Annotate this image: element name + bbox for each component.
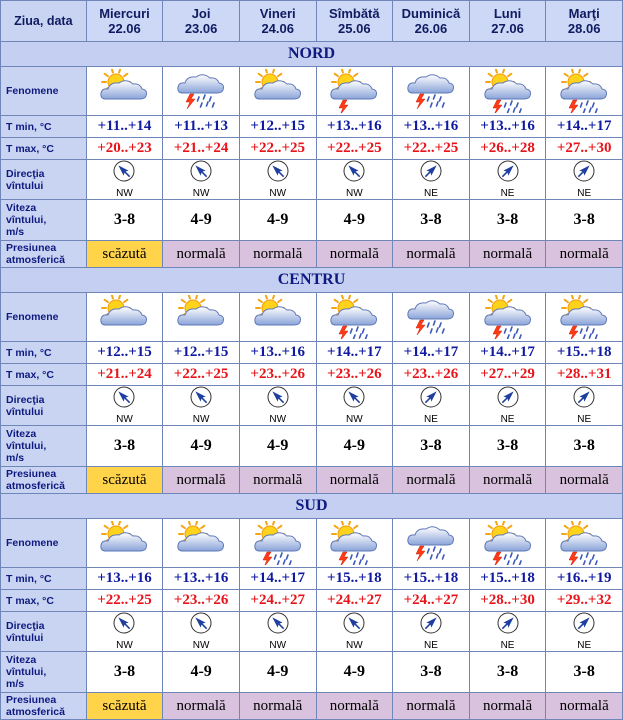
tmax-value: +22..+25	[86, 590, 163, 612]
tmax-value: +22..+25	[393, 138, 470, 160]
phenomena-cell	[86, 67, 163, 116]
day-date: 25.06	[338, 21, 371, 36]
tmax-value: +22..+25	[163, 364, 240, 386]
day-header	[469, 1, 546, 42]
day-name: Sîmbătă	[329, 6, 380, 21]
phenomena-cell	[86, 293, 163, 342]
sun-cloud-thunder-rain-icon	[546, 69, 622, 113]
compass-arrow-icon	[497, 386, 519, 413]
wind-direction	[87, 160, 163, 199]
phenomena-cell	[163, 67, 240, 116]
wind-direction-text: NW	[269, 414, 287, 425]
wind-speed-value: 3-8	[393, 200, 470, 241]
wind-direction-cell	[469, 160, 546, 200]
phenomena-cell	[546, 293, 623, 342]
wind-direction-cell	[239, 612, 316, 652]
wind-direction-text: NE	[423, 640, 438, 651]
compass-arrow-icon	[267, 386, 289, 413]
phenomena-row	[1, 67, 623, 116]
cloud-thunder-rain-icon	[393, 69, 469, 113]
sun-cloud-icon	[163, 295, 239, 339]
tmax-value: +27..+29	[469, 364, 546, 386]
tmin-value: +11..+14	[86, 116, 163, 138]
label-line: Presiunea	[6, 242, 57, 254]
tmax-row	[1, 590, 623, 612]
wind-direction-label	[1, 386, 87, 426]
day-header	[239, 1, 316, 42]
tmax-value: +27..+30	[546, 138, 623, 160]
compass-arrow-icon	[497, 160, 519, 187]
day-date: 24.06	[261, 21, 294, 36]
phenomena-cell	[469, 293, 546, 342]
tmax-value: +29..+32	[546, 590, 623, 612]
phenomena-cell	[239, 519, 316, 568]
wind-direction	[240, 160, 316, 199]
wind-speed-label	[1, 652, 87, 693]
wind-direction	[393, 160, 469, 199]
sun-cloud-icon	[87, 295, 163, 339]
cloud-thunder-rain-icon	[163, 69, 239, 113]
compass-arrow-icon	[343, 160, 365, 187]
wind-direction-cell	[163, 160, 240, 200]
tmin-value: +15..+18	[393, 568, 470, 590]
tmax-row	[1, 364, 623, 386]
pressure-label	[1, 241, 87, 268]
wind-direction-text: NW	[345, 188, 363, 199]
phenomena-row	[1, 519, 623, 568]
wind-direction	[546, 612, 622, 651]
wind-speed-value: 3-8	[393, 426, 470, 467]
sun-cloud-icon	[87, 69, 163, 113]
tmin-row	[1, 342, 623, 364]
compass-arrow-icon	[267, 160, 289, 187]
label-line: atmosferică	[6, 480, 65, 492]
wind-direction-cell	[316, 160, 393, 200]
pressure-value: normală	[469, 241, 546, 268]
sun-cloud-icon	[240, 69, 316, 113]
wind-direction	[317, 160, 393, 199]
compass-arrow-icon	[343, 386, 365, 413]
tmin-label: T min, °C	[1, 116, 87, 138]
compass-arrow-icon	[573, 612, 595, 639]
region-header-row	[1, 268, 623, 293]
wind-direction-cell	[469, 386, 546, 426]
tmin-value: +14..+17	[393, 342, 470, 364]
sun-cloud-thunder-rain-icon	[470, 521, 546, 565]
header-row	[1, 1, 623, 42]
wind-speed-value: 3-8	[546, 426, 623, 467]
wind-direction-cell	[163, 612, 240, 652]
wind-direction-text: NW	[345, 414, 363, 425]
pressure-value: normală	[316, 693, 393, 720]
sun-cloud-thunder-rain-icon	[240, 521, 316, 565]
pressure-value: normală	[239, 693, 316, 720]
compass-arrow-icon	[497, 612, 519, 639]
wind-direction-text: NW	[269, 188, 287, 199]
wind-direction-text: NE	[577, 188, 592, 199]
sun-cloud-thunder-icon	[317, 69, 393, 113]
wind-direction-cell	[163, 386, 240, 426]
phenomena-cell	[469, 519, 546, 568]
compass-arrow-icon	[343, 612, 365, 639]
phenomena-cell	[393, 293, 470, 342]
wind-direction-text: NE	[423, 188, 438, 199]
tmax-label: T max, °C	[1, 364, 87, 386]
phenomena-cell	[239, 67, 316, 116]
cloud-thunder-rain-icon	[393, 521, 469, 565]
pressure-value: normală	[239, 467, 316, 494]
label-line: Viteza	[6, 202, 37, 214]
pressure-value: scăzută	[86, 241, 163, 268]
compass-arrow-icon	[420, 386, 442, 413]
wind-direction	[393, 612, 469, 651]
label-line: m/s	[6, 226, 25, 238]
pressure-value: normală	[239, 241, 316, 268]
wind-direction-text: NE	[500, 188, 515, 199]
region-header-row	[1, 42, 623, 67]
tmax-label: T max, °C	[1, 590, 87, 612]
wind-direction	[317, 612, 393, 651]
pressure-value: normală	[393, 241, 470, 268]
wind-direction-text: NW	[192, 188, 210, 199]
label-line: Viteza	[6, 428, 37, 440]
wind-speed-row	[1, 200, 623, 241]
label-line: Direcţia	[6, 393, 45, 406]
day-name: Luni	[493, 6, 522, 21]
label-line: vîntului,	[6, 440, 47, 452]
pressure-value: normală	[393, 467, 470, 494]
wind-speed-value: 3-8	[469, 426, 546, 467]
wind-direction	[317, 386, 393, 425]
phenomena-cell	[393, 519, 470, 568]
tmin-label: T min, °C	[1, 342, 87, 364]
wind-speed-value: 4-9	[163, 200, 240, 241]
tmin-value: +11..+13	[163, 116, 240, 138]
label-line: m/s	[6, 678, 25, 690]
tmax-value: +21..+24	[163, 138, 240, 160]
day-header	[86, 1, 163, 42]
tmin-value: +15..+18	[469, 568, 546, 590]
wind-direction-text: NE	[500, 640, 515, 651]
tmin-value: +12..+15	[239, 116, 316, 138]
compass-arrow-icon	[190, 160, 212, 187]
wind-direction	[393, 386, 469, 425]
phenomena-cell	[316, 519, 393, 568]
wind-direction-row	[1, 160, 623, 200]
sun-cloud-icon	[87, 521, 163, 565]
day-name: Vineri	[259, 6, 296, 21]
phenomena-label: Fenomene	[1, 293, 87, 342]
label-line: vîntului	[6, 179, 44, 192]
wind-direction-text: NW	[116, 188, 133, 199]
phenomena-cell	[86, 519, 163, 568]
sun-cloud-thunder-rain-icon	[470, 295, 546, 339]
wind-speed-row	[1, 426, 623, 467]
tmin-value: +13..+16	[469, 116, 546, 138]
pressure-value: normală	[393, 693, 470, 720]
day-header	[546, 1, 623, 42]
wind-direction-row	[1, 386, 623, 426]
wind-speed-label	[1, 200, 87, 241]
wind-direction-cell	[469, 612, 546, 652]
sun-cloud-thunder-rain-icon	[546, 295, 622, 339]
wind-speed-value: 4-9	[163, 652, 240, 693]
pressure-row	[1, 241, 623, 268]
tmax-value: +21..+24	[86, 364, 163, 386]
label-line: Presiunea	[6, 694, 57, 706]
wind-speed-value: 3-8	[86, 200, 163, 241]
wind-direction	[470, 160, 546, 199]
day-name: Marţi	[568, 6, 600, 21]
wind-direction-cell	[86, 386, 163, 426]
wind-direction	[470, 386, 546, 425]
label-line: Presiunea	[6, 468, 57, 480]
day-date: 28.06	[567, 21, 601, 36]
day-date: 23.06	[184, 21, 218, 36]
tmin-value: +14..+17	[239, 568, 316, 590]
pressure-value: scăzută	[86, 467, 163, 494]
compass-arrow-icon	[190, 612, 212, 639]
label-line: Direcţia	[6, 167, 45, 180]
tmin-value: +16..+19	[546, 568, 623, 590]
label-line: vîntului,	[6, 214, 47, 226]
wind-speed-value: 4-9	[316, 426, 393, 467]
wind-direction-row	[1, 612, 623, 652]
sun-cloud-icon	[163, 521, 239, 565]
label-line: vîntului	[6, 405, 44, 418]
wind-direction	[240, 612, 316, 651]
day-header	[163, 1, 240, 42]
sun-cloud-icon	[240, 295, 316, 339]
tmin-value: +12..+15	[163, 342, 240, 364]
wind-direction-cell	[239, 386, 316, 426]
wind-speed-value: 4-9	[163, 426, 240, 467]
tmin-value: +13..+16	[316, 116, 393, 138]
pressure-value: scăzută	[86, 693, 163, 720]
wind-direction-cell	[546, 612, 623, 652]
wind-direction-text: NW	[116, 414, 133, 425]
pressure-value: normală	[316, 241, 393, 268]
wind-speed-value: 3-8	[393, 652, 470, 693]
day-name: Miercuri	[99, 6, 150, 21]
wind-direction	[546, 386, 622, 425]
tmax-value: +22..+25	[239, 138, 316, 160]
tmax-value: +28..+31	[546, 364, 623, 386]
tmin-value: +13..+16	[163, 568, 240, 590]
wind-direction-cell	[546, 160, 623, 200]
wind-speed-value: 3-8	[469, 200, 546, 241]
wind-direction	[87, 612, 163, 651]
corner-label: Ziua, data	[1, 1, 87, 42]
compass-arrow-icon	[420, 612, 442, 639]
tmax-value: +24..+27	[239, 590, 316, 612]
tmin-value: +15..+18	[316, 568, 393, 590]
pressure-value: normală	[546, 467, 623, 494]
compass-arrow-icon	[573, 160, 595, 187]
tmin-label: T min, °C	[1, 568, 87, 590]
wind-speed-value: 4-9	[239, 426, 316, 467]
wind-direction-cell	[316, 386, 393, 426]
label-line: Direcţia	[6, 619, 45, 632]
wind-direction-label	[1, 160, 87, 200]
wind-direction	[87, 386, 163, 425]
tmax-value: +23..+26	[239, 364, 316, 386]
phenomena-cell	[163, 519, 240, 568]
wind-direction-cell	[393, 612, 470, 652]
wind-direction-cell	[239, 160, 316, 200]
day-date: 22.06	[108, 21, 141, 36]
day-name: Joi	[191, 6, 211, 21]
wind-direction-cell	[86, 612, 163, 652]
region-name: SUD	[1, 494, 623, 519]
pressure-row	[1, 467, 623, 494]
wind-direction-cell	[86, 160, 163, 200]
day-date: 26.06	[414, 21, 448, 36]
day-header	[316, 1, 393, 42]
wind-speed-value: 4-9	[239, 200, 316, 241]
pressure-value: normală	[469, 467, 546, 494]
sun-cloud-thunder-rain-icon	[317, 521, 393, 565]
phenomena-cell	[469, 67, 546, 116]
pressure-value: normală	[163, 241, 240, 268]
wind-direction	[546, 160, 622, 199]
tmax-value: +28..+30	[469, 590, 546, 612]
wind-direction-text: NE	[577, 414, 592, 425]
pressure-value: normală	[469, 693, 546, 720]
tmin-value: +13..+16	[393, 116, 470, 138]
wind-speed-value: 3-8	[86, 652, 163, 693]
phenomena-cell	[163, 293, 240, 342]
wind-direction-text: NW	[192, 414, 210, 425]
phenomena-label: Fenomene	[1, 67, 87, 116]
wind-speed-value: 4-9	[316, 652, 393, 693]
wind-speed-value: 3-8	[469, 652, 546, 693]
region-name: CENTRU	[1, 268, 623, 293]
sun-cloud-thunder-rain-icon	[546, 521, 622, 565]
tmax-value: +20..+23	[86, 138, 163, 160]
tmax-row	[1, 138, 623, 160]
compass-arrow-icon	[267, 612, 289, 639]
pressure-value: normală	[316, 467, 393, 494]
pressure-value: normală	[163, 693, 240, 720]
tmax-value: +26..+28	[469, 138, 546, 160]
pressure-row	[1, 693, 623, 720]
wind-direction	[240, 386, 316, 425]
phenomena-cell	[316, 293, 393, 342]
wind-speed-value: 4-9	[316, 200, 393, 241]
phenomena-cell	[546, 519, 623, 568]
wind-speed-value: 3-8	[86, 426, 163, 467]
wind-speed-value: 3-8	[546, 200, 623, 241]
tmin-value: +13..+16	[86, 568, 163, 590]
label-line: m/s	[6, 452, 25, 464]
compass-arrow-icon	[190, 386, 212, 413]
wind-speed-value: 4-9	[239, 652, 316, 693]
tmin-row	[1, 116, 623, 138]
wind-direction-text: NE	[577, 640, 592, 651]
phenomena-cell	[393, 67, 470, 116]
wind-speed-value: 3-8	[546, 652, 623, 693]
tmax-label: T max, °C	[1, 138, 87, 160]
compass-arrow-icon	[573, 386, 595, 413]
wind-direction-cell	[393, 386, 470, 426]
wind-direction	[163, 160, 239, 199]
label-line: atmosferică	[6, 706, 65, 718]
wind-direction-text: NW	[345, 640, 363, 651]
region-header-row	[1, 494, 623, 519]
wind-direction-cell	[546, 386, 623, 426]
wind-direction-text: NE	[423, 414, 438, 425]
pressure-label	[1, 693, 87, 720]
tmax-value: +24..+27	[393, 590, 470, 612]
tmax-value: +22..+25	[316, 138, 393, 160]
wind-direction-text: NW	[116, 640, 133, 651]
tmax-value: +23..+26	[163, 590, 240, 612]
phenomena-cell	[316, 67, 393, 116]
tmin-value: +14..+17	[469, 342, 546, 364]
tmax-value: +24..+27	[316, 590, 393, 612]
wind-direction-text: NW	[269, 640, 287, 651]
phenomena-cell	[239, 293, 316, 342]
pressure-value: normală	[163, 467, 240, 494]
wind-direction-cell	[393, 160, 470, 200]
wind-speed-label	[1, 426, 87, 467]
wind-direction	[163, 386, 239, 425]
compass-arrow-icon	[420, 160, 442, 187]
label-line: atmosferică	[6, 254, 65, 266]
region-name: NORD	[1, 42, 623, 67]
label-line: Viteza	[6, 654, 37, 666]
wind-speed-row	[1, 652, 623, 693]
wind-direction-cell	[316, 612, 393, 652]
tmin-row	[1, 568, 623, 590]
tmax-value: +23..+26	[316, 364, 393, 386]
label-line: vîntului	[6, 631, 44, 644]
wind-direction	[470, 612, 546, 651]
wind-direction	[163, 612, 239, 651]
sun-cloud-thunder-rain-icon	[470, 69, 546, 113]
tmin-value: +15..+18	[546, 342, 623, 364]
wind-direction-label	[1, 612, 87, 652]
day-date: 27.06	[491, 21, 524, 36]
compass-arrow-icon	[113, 386, 135, 413]
phenomena-row	[1, 293, 623, 342]
label-line: vîntului,	[6, 666, 47, 678]
sun-cloud-thunder-rain-icon	[317, 295, 393, 339]
compass-arrow-icon	[113, 612, 135, 639]
tmin-value: +13..+16	[239, 342, 316, 364]
phenomena-cell	[546, 67, 623, 116]
wind-direction-text: NE	[500, 414, 515, 425]
day-name: Duminică	[401, 6, 461, 21]
tmin-value: +14..+17	[546, 116, 623, 138]
compass-arrow-icon	[113, 160, 135, 187]
day-header	[393, 1, 470, 42]
cloud-thunder-rain-icon	[393, 295, 469, 339]
tmin-value: +14..+17	[316, 342, 393, 364]
wind-direction-text: NW	[192, 640, 210, 651]
pressure-value: normală	[546, 693, 623, 720]
pressure-label	[1, 467, 87, 494]
tmax-value: +23..+26	[393, 364, 470, 386]
phenomena-label: Fenomene	[1, 519, 87, 568]
pressure-value: normală	[546, 241, 623, 268]
tmin-value: +12..+15	[86, 342, 163, 364]
